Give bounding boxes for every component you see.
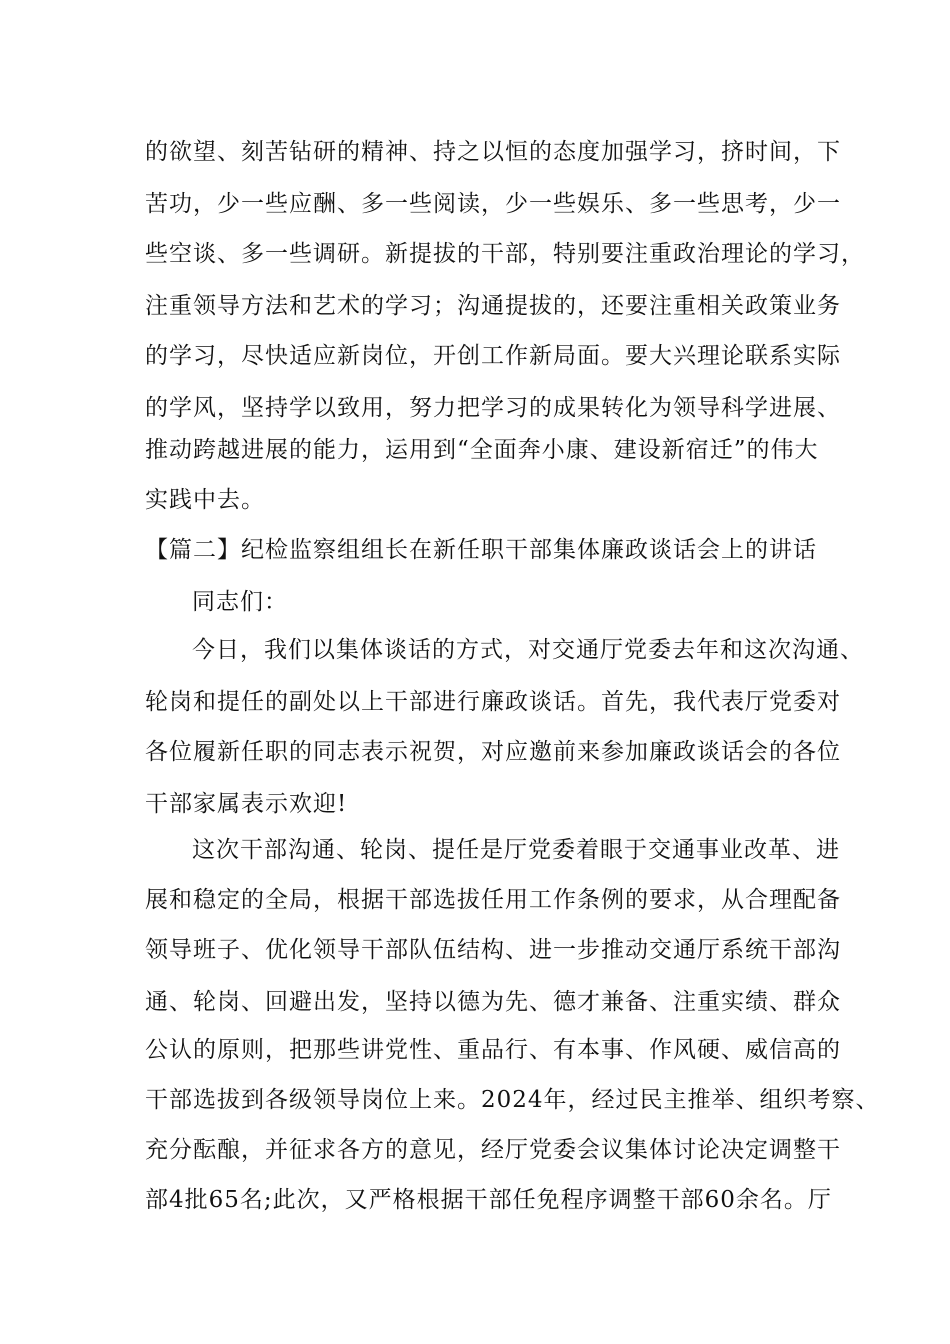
text-line: 公认的原则，把那些讲党性、重品行、有本事、作风硬、威信高的 [145, 1037, 841, 1063]
text-line: 苦功，少一些应酬、多一些阅读，少一些娱乐、多一些思考，少一 [145, 191, 841, 217]
text-line: 的学风，坚持学以致用，努力把学习的成果转化为领导科学进展、 [145, 395, 841, 421]
text-line: 推动跨越进展的能力，运用到“全面奔小康、建设新宿迁”的伟大 [145, 437, 819, 463]
text-line: 干部选拔到各级领导岗位上来。2024年，经过民主推举、组织考察、 [145, 1087, 880, 1113]
text-line: 今日，我们以集体谈话的方式，对交通厅党委去年和这次沟通、 [192, 637, 864, 663]
text-line: 部4批65名;此次，又严格根据干部任免程序调整干部60余名。厅 [145, 1187, 832, 1213]
text-line: 实践中去。 [145, 487, 265, 513]
text-line: 这次干部沟通、轮岗、提任是厅党委着眼于交通事业改革、进 [192, 837, 840, 863]
text-line: 领导班子、优化领导干部队伍结构、进一步推动交通厅系统干部沟 [145, 937, 841, 963]
text-line: 干部家属表示欢迎! [145, 791, 348, 817]
text-line: 通、轮岗、回避出发，坚持以德为先、德才兼备、注重实绩、群众 [145, 989, 841, 1015]
salutation: 同志们： [192, 589, 288, 615]
text-line: 的学习，尽快适应新岗位，开创工作新局面。要大兴理论联系实际 [145, 343, 841, 369]
text-line: 些空谈、多一些调研。新提拔的干部，特别要注重政治理论的学习， [145, 241, 865, 267]
text-line: 轮岗和提任的副处以上干部进行廉政谈话。首先，我代表厅党委对 [145, 689, 841, 715]
section-heading: 【篇二】纪检监察组组长在新任职干部集体廉政谈话会上的讲话 [145, 537, 817, 563]
text-line: 充分酝酿，并征求各方的意见，经厅党委会议集体讨论决定调整干 [145, 1137, 841, 1163]
text-line: 注重领导方法和艺术的学习；沟通提拔的，还要注重相关政策业务 [145, 293, 841, 319]
text-line: 展和稳定的全局，根据干部选拔任用工作条例的要求，从合理配备 [145, 887, 841, 913]
text-line: 各位履新任职的同志表示祝贺，对应邀前来参加廉政谈话会的各位 [145, 739, 841, 765]
text-line: 的欲望、刻苦钻研的精神、持之以恒的态度加强学习，挤时间，下 [145, 139, 841, 165]
